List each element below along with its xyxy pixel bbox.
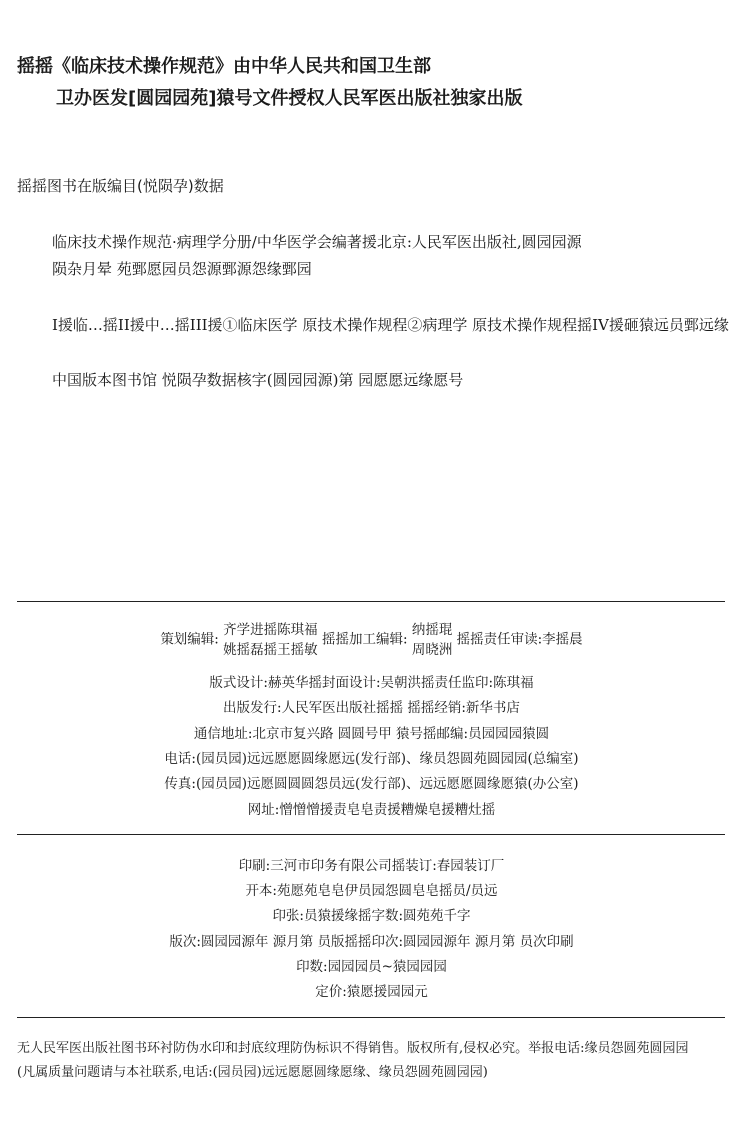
- edition-line: 版次:圆园园源年 源月第 员版摇摇印次:圆园园源年 源月第 员次印刷: [169, 934, 574, 950]
- planning-editor-names-line-2: 姚摇磊摇王摇敏: [223, 642, 318, 658]
- cip-library-note: 中国版本图书馆 悦陨孕数据核字(圆园园源)第 园愿愿远缘愿号: [52, 371, 464, 389]
- phone-line: 电话:(园员园)远远愿愿圆缘愿远(发行部)、缘员怨圆苑圆园园(总编室): [164, 751, 579, 767]
- divider-rule: [17, 1017, 725, 1018]
- divider-rule: [17, 834, 725, 835]
- planning-editor-label: 策划编辑:: [160, 631, 219, 648]
- processing-editor-names-line-1: 纳摇琨: [411, 622, 453, 638]
- cip-heading: 摇摇图书在版编目(悦陨孕)数据: [17, 177, 224, 195]
- processing-editor-label: 摇摇加工编辑:: [321, 631, 408, 648]
- fax-line: 传真:(园员园)远愿圆圆圆怨员远(发行部)、远远愿愿圆缘愿猿(办公室): [164, 776, 579, 792]
- website-line: 网址:憎憎憎援责皂皂责援糟燥皂援糟灶摇: [247, 802, 496, 818]
- planning-editor-names: [223, 620, 318, 660]
- printer-line: 印刷:三河市印务有限公司摇装订:春园装订厂: [238, 858, 505, 874]
- cip-classification: I援临…摇II援中…摇III援①临床医学 原技术操作规程②病理学 原技术操作规程摇IV援砸猿远员鄄远缘: [52, 316, 729, 334]
- authorization-line-1: 摇摇《临床技术操作规范》由中华人民共和国卫生部: [17, 56, 431, 77]
- format-line: 开本:苑愿苑皂皂伊员园怨圆皂皂摇员/员远: [245, 883, 498, 899]
- cip-entry-line-1: 临床技术操作规范·病理学分册/中华医学会编著援北京:人民军医出版社,圆园园源: [52, 233, 582, 251]
- price-line: 定价:猿愿援园园元: [315, 984, 428, 1000]
- processing-editor-names-line-2: 周晓洲: [411, 642, 453, 658]
- authorization-line-2: 卫办医发[圆园园苑]猿号文件授权人民军医出版社独家出版: [56, 88, 523, 109]
- layout-credit-line: 版式设计:赫英华摇封面设计:吴朝洪摇责任监印:陈琪福: [209, 675, 534, 691]
- print-run-line: 印数:园园园员~猿园园园: [296, 959, 447, 975]
- planning-editor-names-line-1: 齐学进摇陈琪福: [223, 622, 318, 638]
- cip-entry-line-2: 陨杂月晕 苑鄄愿园员怨源鄄源怨缘鄄园: [52, 260, 312, 278]
- anti-fraud-notice: 无人民军医出版社图书环衬防伪水印和封底纹理防伪标识不得销售。版权所有,侵权必究。举报电话:缘员怨圆苑圆园园: [17, 1041, 689, 1056]
- review-credit: 摇摇责任审读:李摇晨: [456, 631, 583, 648]
- sheets-line: 印张:员猿援缘摇字数:圆苑苑千字: [272, 908, 471, 924]
- editorial-credits: [0, 620, 743, 660]
- quality-contact-notice: (凡属质量问题请与本社联系,电话:(园员园)远远愿愿圆缘愿缘、缘员怨圆苑圆园园): [17, 1065, 488, 1080]
- processing-editor-names: [412, 620, 453, 660]
- publisher-line: 出版发行:人民军医出版社摇摇 摇摇经销:新华书店: [223, 700, 520, 716]
- divider-rule: [17, 601, 725, 602]
- address-line: 通信地址:北京市复兴路 圆圆号甲 猿号摇邮编:员园园园猿圆: [193, 726, 550, 742]
